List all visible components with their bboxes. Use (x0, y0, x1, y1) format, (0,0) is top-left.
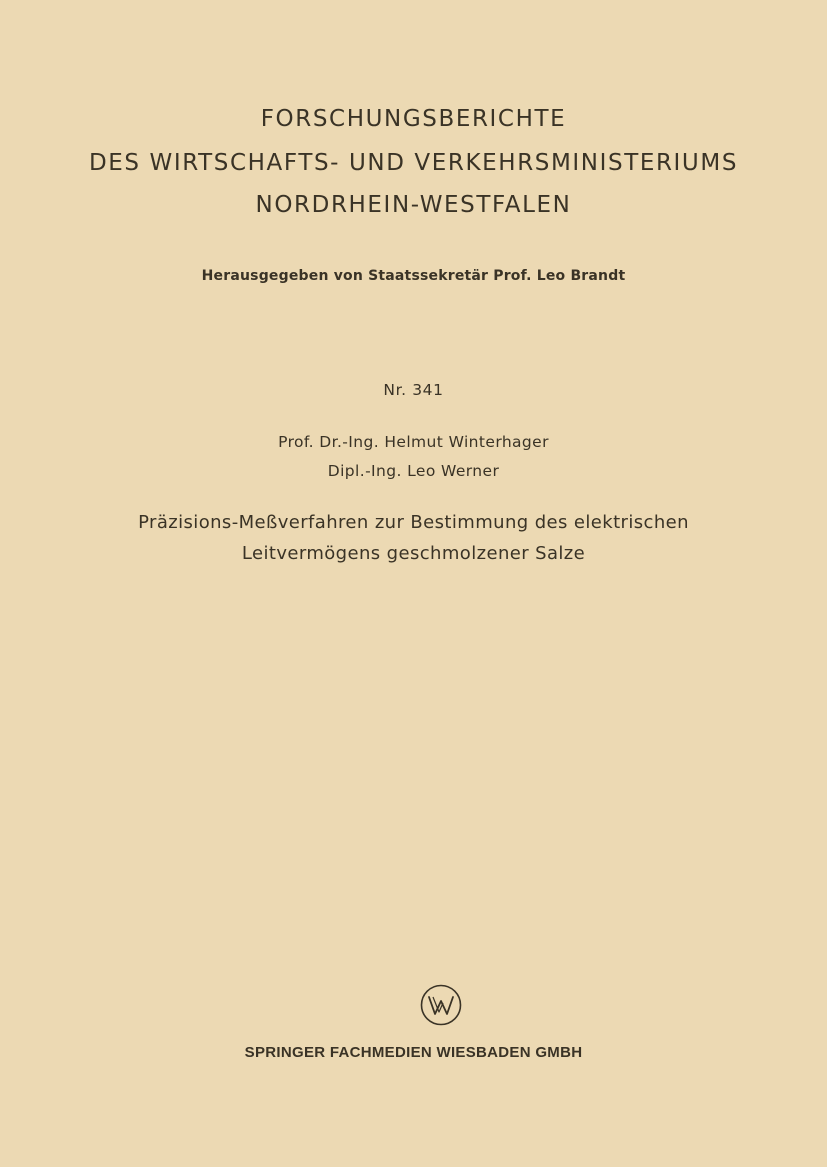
springer-vw-logo-icon (420, 984, 462, 1026)
editor-line: Herausgegeben von Staatssekretär Prof. Leo Brandt (201, 268, 626, 284)
series-title-line-1: FORSCHUNGSBERICHTE (260, 106, 567, 132)
publisher: SPRINGER FACHMEDIEN WIESBADEN GMBH (244, 1044, 583, 1061)
author-1: Prof. Dr.-Ing. Helmut Winterhager (278, 433, 549, 451)
book-title-line-1: Präzisions-Meßverfahren zur Bestimmung des elektrischen (138, 512, 689, 533)
book-title-line-2: Leitvermögens geschmolzener Salze (241, 543, 586, 564)
report-number: Nr. 341 (383, 381, 444, 399)
author-2: Dipl.-Ing. Leo Werner (327, 462, 500, 480)
series-title-line-3: NORDRHEIN-WESTFALEN (255, 192, 572, 218)
series-title-line-2: DES WIRTSCHAFTS- UND VERKEHRSMINISTERIUMS (88, 150, 739, 176)
